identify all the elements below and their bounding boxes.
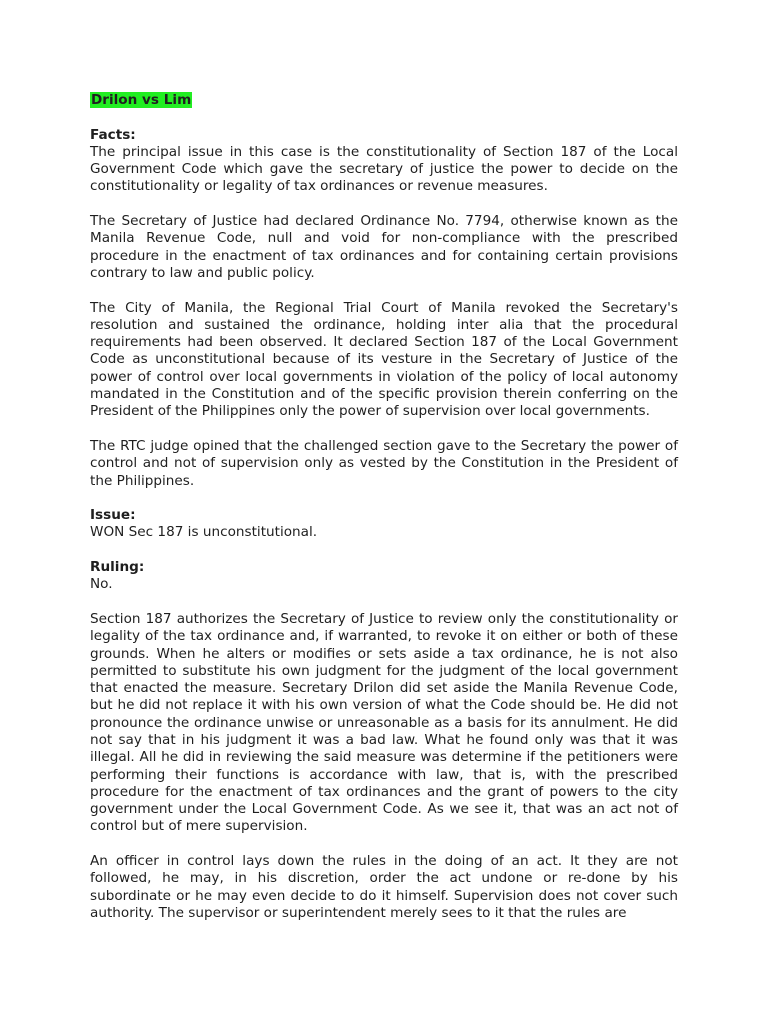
facts-paragraph-4: The RTC judge opined that the challenged section gave to the Secretary the power of control and not of supervision only as vested by the Constitution in the President of the Philippines.	[90, 437, 678, 489]
document-page	[90, 92, 678, 922]
ruling-heading: Ruling:	[90, 559, 145, 576]
facts-heading: Facts:	[90, 126, 136, 143]
ruling-paragraph-1: Section 187 authorizes the Secretary of Justice to review only the constitutionality or legality of the tax ordinance and, if warranted, to revoke it on either or both of these grounds. When he alters or modifies or sets aside a tax ordinance, he is not also permitted to substitute his own judgment for the judgment of the local government that enacted the measure. Secretary Drilon did set aside the Manila Revenue Code, but he did not replace it with his own version of what the Code should be. He did not pronounce the ordinance unwise or unreasonable as a basis for its annulment. He did not say that in his judgment it was a bad law. What he found only was that it was illegal. All he did in reviewing the said measure was determine if the petitioners were performing their functions is accordance with law, that is, with the prescribed procedure for the enactment of tax ordinances and the grant of powers to the city government under the Local Government Code. As we see it, that was an act not of control but of mere supervision.	[90, 610, 678, 835]
issue-heading: Issue:	[90, 507, 136, 524]
facts-paragraph-2: The Secretary of Justice had declared Ordinance No. 7794, otherwise known as the Manila Revenue Code, null and void for non-compliance with the prescribed procedure in the enactment of tax ordinances and for containing certain provisions contrary to law and public policy.	[90, 213, 678, 281]
facts-paragraph-1: The principal issue in this case is the constitutionality of Section 187 of the Local Government Code which gave the secretary of justice the power to decide on the constitutionality or legality of tax ordinances or revenue measures.	[90, 143, 678, 195]
ruling-answer: No.	[90, 576, 113, 593]
ruling-paragraph-2: An officer in control lays down the rules in the doing of an act. It they are not followed, he may, in his discretion, order the act undone or re-done by his subordinate or he may even decide to do it himself. Supervision does not cover such authority. The supervisor or superintendent merely sees to it that the rules are	[90, 853, 678, 921]
issue-text: WON Sec 187 is unconstitutional.	[90, 524, 318, 541]
facts-paragraph-3: The City of Manila, the Regional Trial Court of Manila revoked the Secretary's resolution and sustained the ordinance, holding inter alia that the procedural requirements had been observed. It declared Section 187 of the Local Government Code as unconstitutional because of its vesture in the Secretary of Justice of the power of control over local governments in violation of the policy of local autonomy mandated in the Constitution and of the specific provision therein conferring on the President of the Philippines only the power of supervision over local governments.	[90, 299, 678, 420]
title-row	[90, 92, 678, 109]
document-title: Drilon vs Lim	[91, 92, 192, 108]
